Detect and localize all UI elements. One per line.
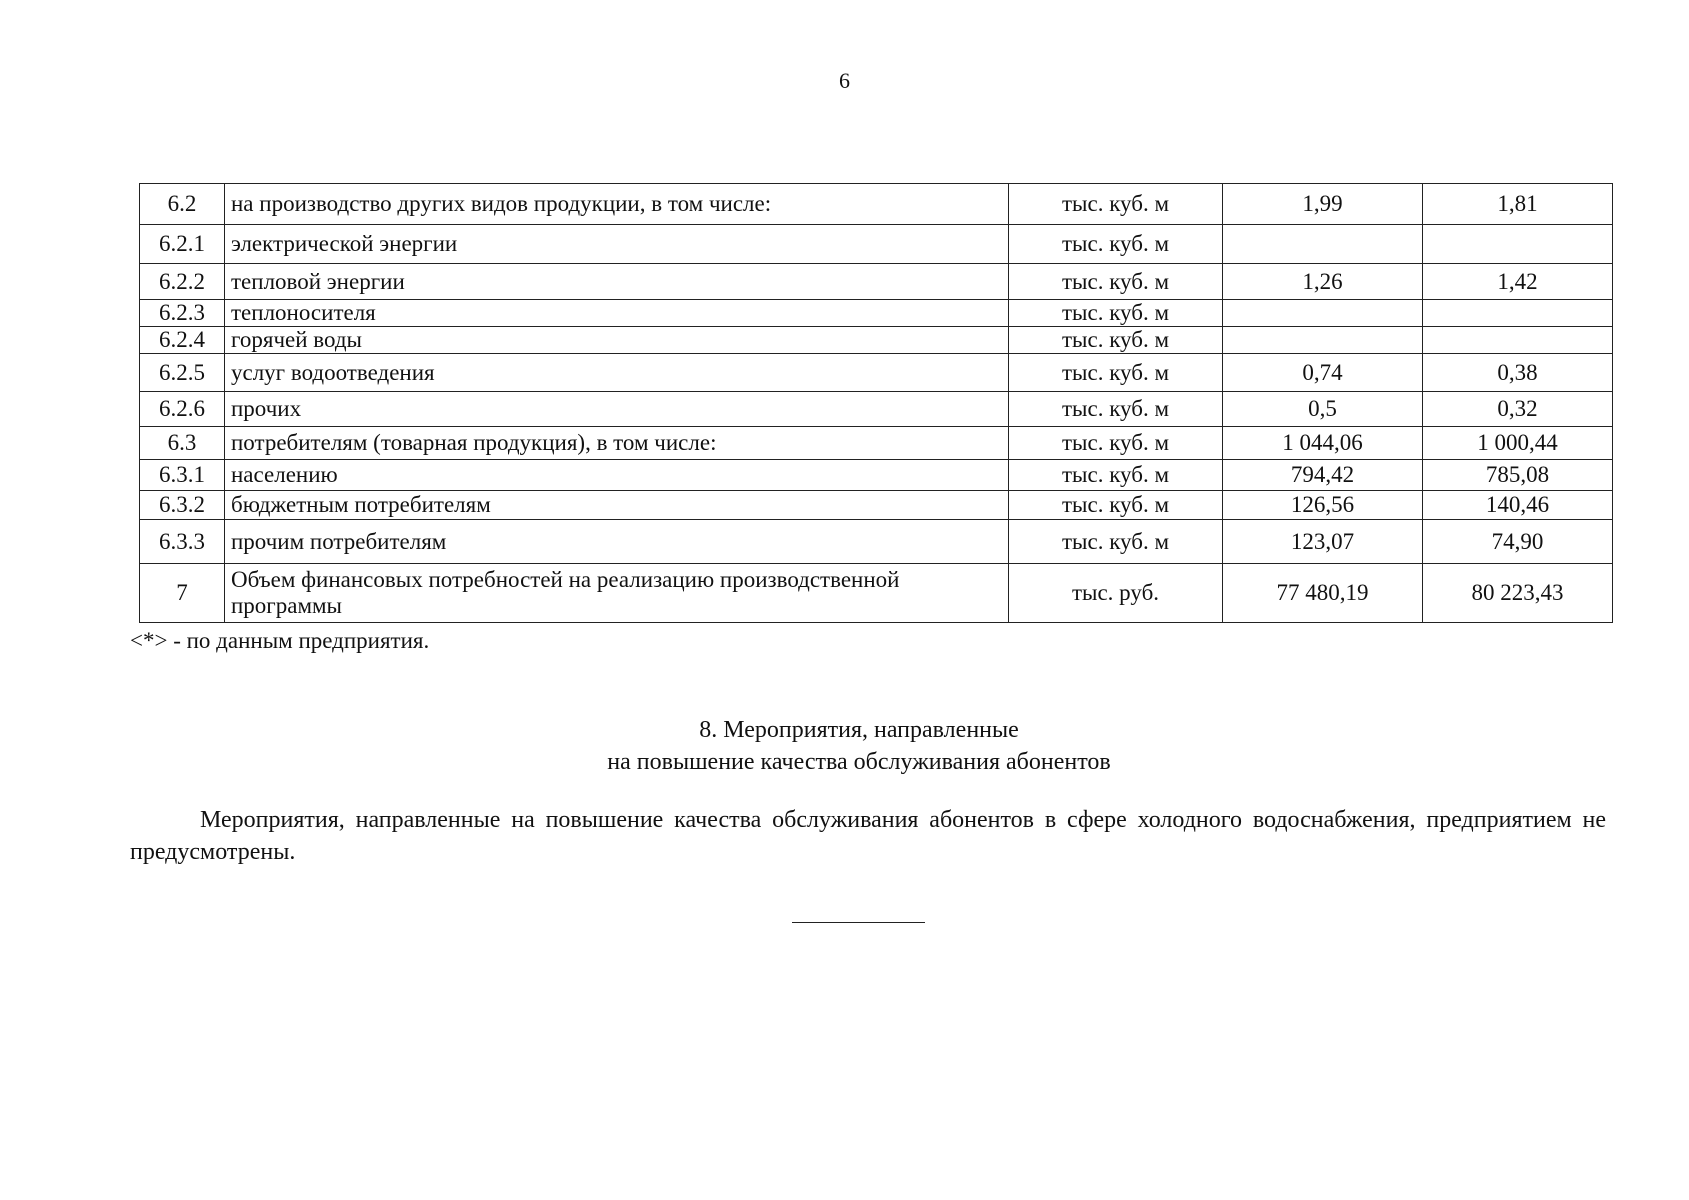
- table-footnote: <*> - по данным предприятия.: [130, 628, 430, 653]
- data-table: [139, 183, 1613, 623]
- row-value-1: 126,56: [1223, 491, 1423, 520]
- row-value-1: 1 044,06: [1223, 427, 1423, 460]
- row-value-2: 140,46: [1423, 491, 1613, 520]
- row-value-1: 1,26: [1223, 264, 1423, 300]
- row-value-2: [1423, 225, 1613, 264]
- row-unit: тыс. куб. м: [1009, 520, 1223, 564]
- row-name: прочим потребителям: [225, 520, 1009, 564]
- row-unit: тыс. куб. м: [1009, 460, 1223, 491]
- row-name: тепловой энергии: [225, 264, 1009, 300]
- row-number: 7: [140, 564, 225, 623]
- table-row: [140, 564, 1613, 623]
- row-value-2: 0,32: [1423, 392, 1613, 427]
- row-name: услуг водоотведения: [225, 354, 1009, 392]
- row-unit: тыс. куб. м: [1009, 327, 1223, 354]
- row-value-2: 785,08: [1423, 460, 1613, 491]
- table-row: [140, 225, 1613, 264]
- row-value-2: 1,81: [1423, 184, 1613, 225]
- row-unit: тыс. куб. м: [1009, 225, 1223, 264]
- table-row: [140, 491, 1613, 520]
- row-name: населению: [225, 460, 1009, 491]
- body-paragraph: Мероприятия, направленные на повышение качества обслуживания абонентов в сфере холодного водоснабжения, предприятием не предусмотрены.: [130, 807, 1606, 865]
- row-value-2: [1423, 300, 1613, 327]
- row-number: 6.2.1: [140, 225, 225, 264]
- row-unit: тыс. куб. м: [1009, 392, 1223, 427]
- table-row: [140, 427, 1613, 460]
- row-name: теплоносителя: [225, 300, 1009, 327]
- row-number: 6.2: [140, 184, 225, 225]
- row-value-2: [1423, 327, 1613, 354]
- row-value-1: 77 480,19: [1223, 564, 1423, 623]
- row-unit: тыс. куб. м: [1009, 354, 1223, 392]
- row-unit: тыс. куб. м: [1009, 491, 1223, 520]
- row-value-2: 0,38: [1423, 354, 1613, 392]
- row-number: 6.3.2: [140, 491, 225, 520]
- row-name: электрической энергии: [225, 225, 1009, 264]
- row-name: горячей воды: [225, 327, 1009, 354]
- row-value-1: 0,74: [1223, 354, 1423, 392]
- table-row: [140, 392, 1613, 427]
- row-unit: тыс. куб. м: [1009, 264, 1223, 300]
- table-row: [140, 300, 1613, 327]
- row-unit: тыс. руб.: [1009, 564, 1223, 623]
- row-number: 6.2.2: [140, 264, 225, 300]
- row-number: 6.3: [140, 427, 225, 460]
- row-value-1: 1,99: [1223, 184, 1423, 225]
- row-name: прочих: [225, 392, 1009, 427]
- row-value-1: 123,07: [1223, 520, 1423, 564]
- row-number: 6.3.3: [140, 520, 225, 564]
- table-row: [140, 327, 1613, 354]
- table-row: [140, 264, 1613, 300]
- table-row: [140, 460, 1613, 491]
- row-value-1: [1223, 225, 1423, 264]
- row-value-2: 74,90: [1423, 520, 1613, 564]
- table-row: [140, 354, 1613, 392]
- row-value-2: 1 000,44: [1423, 427, 1613, 460]
- section-title-line-2: на повышение качества обслуживания абонентов: [607, 749, 1111, 775]
- row-value-1: 0,5: [1223, 392, 1423, 427]
- row-number: 6.2.4: [140, 327, 225, 354]
- end-divider: [792, 922, 925, 923]
- table-row: [140, 520, 1613, 564]
- row-value-1: 794,42: [1223, 460, 1423, 491]
- row-name: Объем финансовых потребностей на реализацию производственной программы: [225, 564, 1009, 623]
- row-name: потребителям (товарная продукция), в том числе:: [225, 427, 1009, 460]
- row-number: 6.3.1: [140, 460, 225, 491]
- row-unit: тыс. куб. м: [1009, 300, 1223, 327]
- row-value-1: [1223, 300, 1423, 327]
- row-unit: тыс. куб. м: [1009, 427, 1223, 460]
- row-value-1: [1223, 327, 1423, 354]
- row-value-2: 80 223,43: [1423, 564, 1613, 623]
- row-name: на производство других видов продукции, в том числе:: [225, 184, 1009, 225]
- section-title-line-1: 8. Мероприятия, направленные: [699, 717, 1019, 743]
- row-number: 6.2.6: [140, 392, 225, 427]
- row-number: 6.2.5: [140, 354, 225, 392]
- table-row: [140, 184, 1613, 225]
- row-unit: тыс. куб. м: [1009, 184, 1223, 225]
- page-number: 6: [839, 68, 850, 93]
- row-number: 6.2.3: [140, 300, 225, 327]
- row-value-2: 1,42: [1423, 264, 1613, 300]
- row-name: бюджетным потребителям: [225, 491, 1009, 520]
- section-heading: [0, 714, 1689, 778]
